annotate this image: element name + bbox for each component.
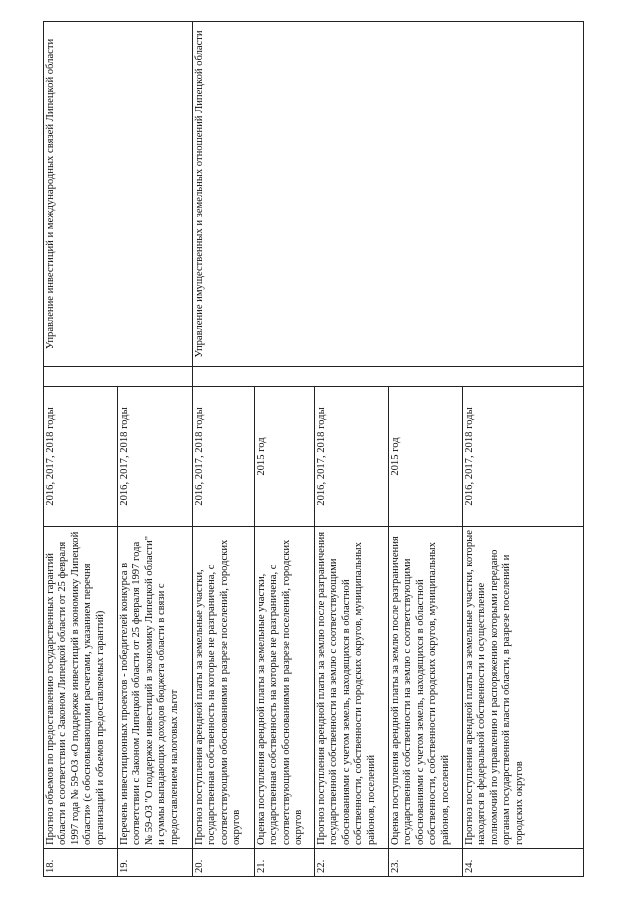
row-number: 19. xyxy=(118,849,193,877)
table-row xyxy=(44,22,118,877)
row-description: Прогноз объемов по предоставлению государственных гарантий области в соответствии с Законом Липецкой области от 25 февраля 1997 года № 59-ОЗ «О поддержке инвестиций в экономику Липецкой области» (с обосновывающими расчетами, указанием перечня организаций и объемов предоставляемых гарантий) xyxy=(44,527,118,849)
row-term: 2015 год xyxy=(389,387,463,527)
rotated-table-container xyxy=(43,22,583,877)
row-number: 18. xyxy=(44,849,118,877)
row-number: 21. xyxy=(255,849,315,877)
blank-cell xyxy=(193,367,584,387)
responsible-org-property: Управление имущественных и земельных отношений Липецкой области xyxy=(193,22,584,367)
row-term: 2016, 2017, 2018 годы xyxy=(118,387,193,527)
row-term: 2015 год xyxy=(255,387,315,527)
row-number: 20. xyxy=(193,849,255,877)
table-row xyxy=(193,22,255,877)
row-description: Перечень инвестиционных проектов - победителей конкурса в соответствии с Законом Липецкой области от 25 февраля 1997 года № 59-ОЗ "О поддержке инвестиций в экономику Липецкой области" и суммы выпадающих доходов бюджета области в связи с предоставлением налоговых льгот xyxy=(118,527,193,849)
row-description: Прогноз поступления арендной платы за земельные участки, государственная собственность на которые не разграничена, с соответствующими обоснованиями в разрезе поселений, городских округов xyxy=(193,527,255,849)
row-description: Прогноз поступления арендной платы за земельные участки, которые находятся в федеральной собственности и осуществление полномочий по управлению и распоряжению которыми передано органам государственной власти области, в разрезе поселений и городских округов xyxy=(463,527,584,849)
row-description: Оценка поступления арендной платы за землю после разграничения государственной собственности на землю с соответствующими обоснованиями с учетом земель, находящихся в областной собственности, собственности городских округов, муниципальных районов, поселений xyxy=(389,527,463,849)
row-description: Прогноз поступления арендной платы за землю после разграничения государственной собственности на землю с соответствующими обоснованиями с учетом земель, находящихся в областной собственности, собственности городских округов, муниципальных районов, поселений xyxy=(315,527,389,849)
row-number: 23. xyxy=(389,849,463,877)
row-number: 24. xyxy=(463,849,584,877)
responsible-org-investments: Управление инвестиций и международных связей Липецкой области xyxy=(44,22,193,367)
row-term: 2016, 2017, 2018 годы xyxy=(44,387,118,527)
row-term: 2016, 2017, 2018 годы xyxy=(315,387,389,527)
row-description: Оценка поступления арендной платы за земельные участки, государственная собственность на которые не разграничена, с соответствующими обоснованиями в разрезе поселений, городских округов xyxy=(255,527,315,849)
blank-cell xyxy=(44,367,193,387)
requirements-table xyxy=(43,21,584,877)
row-term: 2016, 2017, 2018 годы xyxy=(193,387,255,527)
row-term: 2016, 2017, 2018 годы xyxy=(463,387,584,527)
row-number: 22. xyxy=(315,849,389,877)
